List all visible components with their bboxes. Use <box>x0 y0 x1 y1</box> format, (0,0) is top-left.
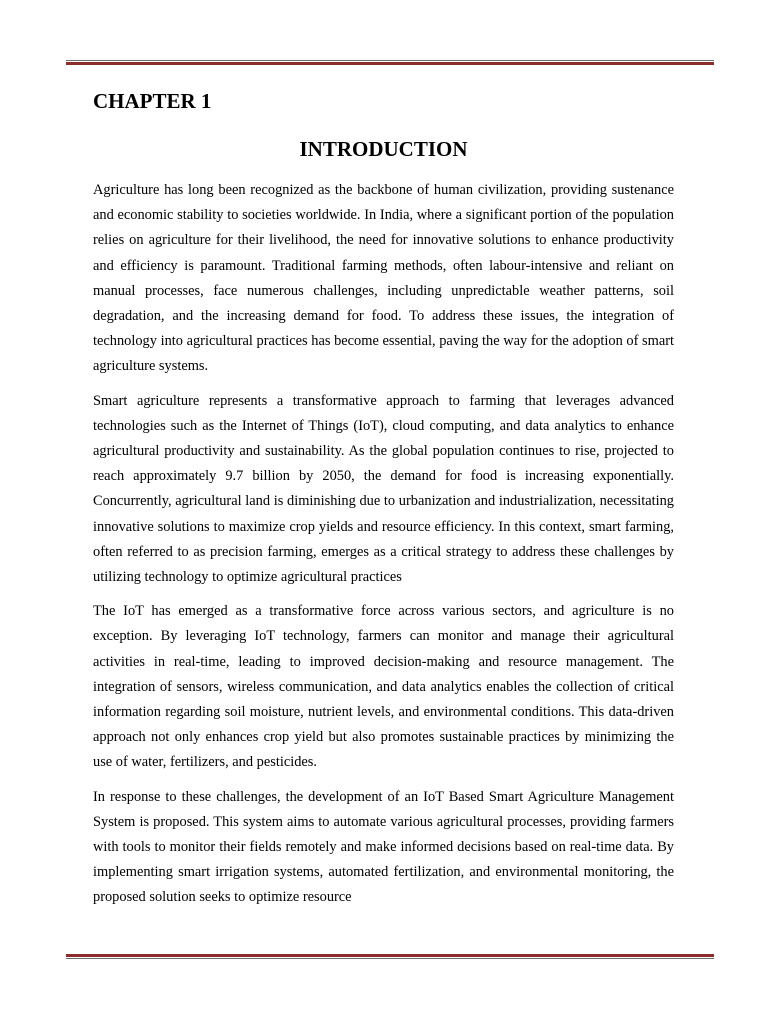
section-title: INTRODUCTION <box>299 137 468 161</box>
footer-rule <box>66 954 714 959</box>
header-rule-thick-line <box>66 62 714 65</box>
body-text <box>93 178 674 920</box>
paragraph-2: Smart agriculture represents a transformative approach to farming that leverages advanced technologies such as the Internet of Things (IoT), cloud computing, and data analytics to enhance agricultural productivity and sustainability. As the global population continues to rise, projected to reach approximately 9.7 billion by 2050, the demand for food is increasing exponentially. Concurrently, agricultural land is diminishing due to urbanization and industrialization, necessitating innovative solutions to maximize crop yields and resource efficiency. In this context, smart farming, often referred to as precision farming, emerges as a critical strategy to address these challenges by utilizing technology to optimize agricultural practices <box>93 392 674 586</box>
header-rule <box>66 60 714 65</box>
header-rule-thin-line <box>66 60 714 61</box>
paragraph-3: The IoT has emerged as a transformative force across various sectors, and agriculture is no exception. By leveraging IoT technology, farmers can monitor and manage their agricultural activities in real-time, leading to improved decision-making and resource management. The integration of sensors, wireless communication, and data analytics enables the collection of critical information regarding soil moisture, nutrient levels, and environmental conditions. This data-driven approach not only enhances crop yield but also promotes sustainable practices by minimizing the use of water, fertilizers, and pesticides. <box>93 603 674 771</box>
footer-rule-thin-line <box>66 958 714 959</box>
paragraph-4: In response to these challenges, the development of an IoT Based Smart Agriculture Management System is proposed. This system aims to automate various agricultural processes, providing farmers with tools to monitor their fields remotely and make informed decisions based on real-time data. By implementing smart irrigation systems, automated fertilization, and environmental monitoring, the proposed solution seeks to optimize resource <box>93 788 674 906</box>
footer-rule-thick-line <box>66 954 714 957</box>
paragraph-1: Agriculture has long been recognized as the backbone of human civilization, providing sustenance and economic stability to societies worldwide. In India, where a significant portion of the population relies on agriculture for their livelihood, the need for innovative solutions to enhance productivity and efficiency is paramount. Traditional farming methods, often labour-intensive and reliant on manual processes, face numerous challenges, including unpredictable weather patterns, soil degradation, and the increasing demand for food. To address these issues, the integration of technology into agricultural practices has become essential, paving the way for the adoption of smart agriculture systems. <box>93 182 674 375</box>
chapter-label: CHAPTER 1 <box>93 89 212 113</box>
